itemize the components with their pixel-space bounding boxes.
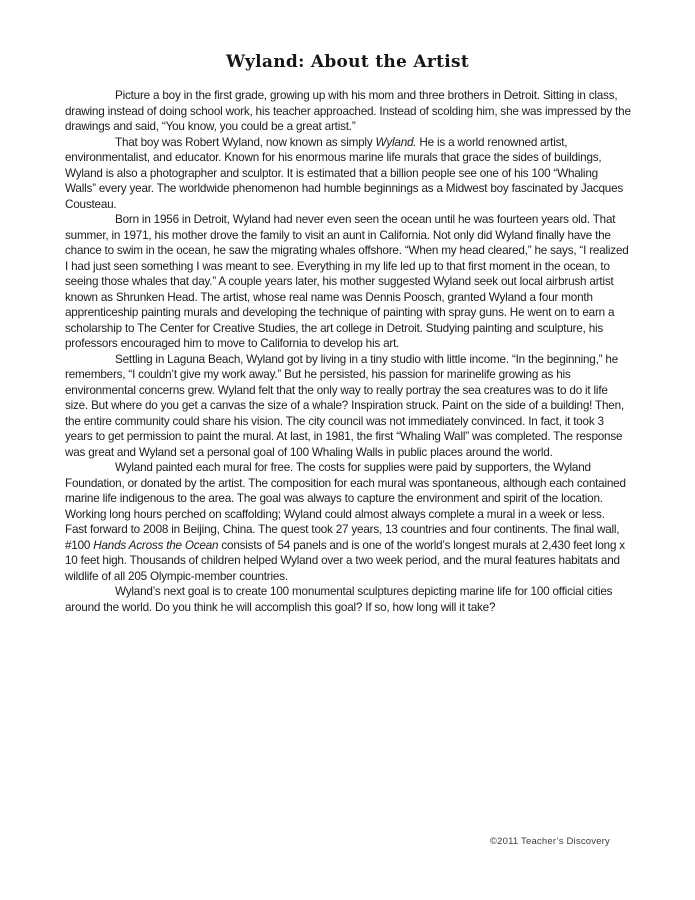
text-run: consists of 54 panels and is one of the world’s longest murals at 2,430 feet long x 10 feet high. Thousands of children helped Wyland over a two week period, and the mural features habitats and wildlife of all 205 Olympic-member countries. <box>65 538 625 583</box>
text-run: Wyland’s next goal is to create 100 monumental sculptures depicting marine life for 100 official cities around the world. Do you think he will accomplish this goal? If so, how long will it take? <box>65 585 613 614</box>
text-run: That boy was Robert Wyland, now known as simply <box>115 135 376 149</box>
text-run: Fast forward to 2008 in Beijing, China. The quest took 27 years, 13 countries and four continents. The final wall, #100 <box>65 523 620 552</box>
text-run: Wyland painted each mural for free. The costs for supplies were paid by supporters, the Wyland Foundation, or donated by the artist. The composition for each mural was spontaneous, although each contained marine life indigenous to the area. The goal was always to capture the environment and spirit of the location. Working long hours perched on scaffolding; Wyland could almost always complete a mural in a week or less. <box>65 461 626 521</box>
italic-text: Wyland. <box>375 135 417 149</box>
paragraph <box>65 522 631 584</box>
paragraph <box>65 135 631 213</box>
text-run: He is a world renowned artist, environmentalist, and educator. Known for his enormous marine life murals that grace the sides of buildings, Wyland is also a photographer and sculptor. It is estimated that a billion people see one of his 100 “Whaling Walls” every year. The worldwide phenomenon had humble beginnings as a Midwest boy fascinated by Jacques Cousteau. <box>65 135 624 211</box>
text-run: Picture a boy in the first grade, growing up with his mom and three brothers in Detroit. Sitting in class, drawing instead of doing school work, his teacher approached. Instead of scolding him, she was impressed by the drawings and said, “You know, you could be a great artist.” <box>65 89 631 133</box>
italic-text: Hands Across the Ocean <box>93 538 219 552</box>
text-run: Born in 1956 in Detroit, Wyland had never even seen the ocean until he was fourteen years old. That summer, in 1971, his mother drove the family to visit an aunt in California. Not only did Wyland finally have the chance to swim in the ocean, he saw the migrating whales offshore. “When my head cleared,” he says, “I realized I had just seen something I was meant to see. Everything in my life led up to that first moment in the ocean, to seeing those whales that day.” A couple years later, his mother suggested Wyland seek out local airbrush artist known as Shrunken Head. The artist, whose real name was Dennis Poosch, granted Wyland a four month apprenticeship painting murals and developing the technique of painting with spray guns. He went on to earn a scholarship to The Center for Creative Studies, the art college in Detroit. Studying painting and sculpture, his professors encouraged him to move to California to develop his art. <box>65 213 629 350</box>
text-run: Settling in Laguna Beach, Wyland got by living in a tiny studio with little income. “In the beginning,” he remembers, “I couldn’t give my work away.” But he persisted, his passion for marinelife growing as his environmental concerns grew. Wyland felt that the only way to really portray the sea creatures was to do it life size. But where do you get a canvas the size of a whale? Inspiration struck. Paint on the side of a building! Then, the entire community could share his vision. The city council was not immediately convinced. In fact, it took 3 years to get permission to paint the mural. At last, in 1981, the first “Whaling Wall” was completed. The response was great and Wyland set a personal goal of 100 Whaling Walls in public places around the world. <box>65 352 624 459</box>
paragraph <box>65 88 631 135</box>
page-title: Wyland: About the Artist <box>225 52 470 72</box>
paragraph <box>65 460 631 522</box>
document-body <box>65 88 631 615</box>
paragraph <box>65 584 631 615</box>
paragraph <box>65 352 631 461</box>
paragraph <box>65 212 631 352</box>
copyright-notice: ©2011 Teacher’s Discovery <box>489 836 610 847</box>
